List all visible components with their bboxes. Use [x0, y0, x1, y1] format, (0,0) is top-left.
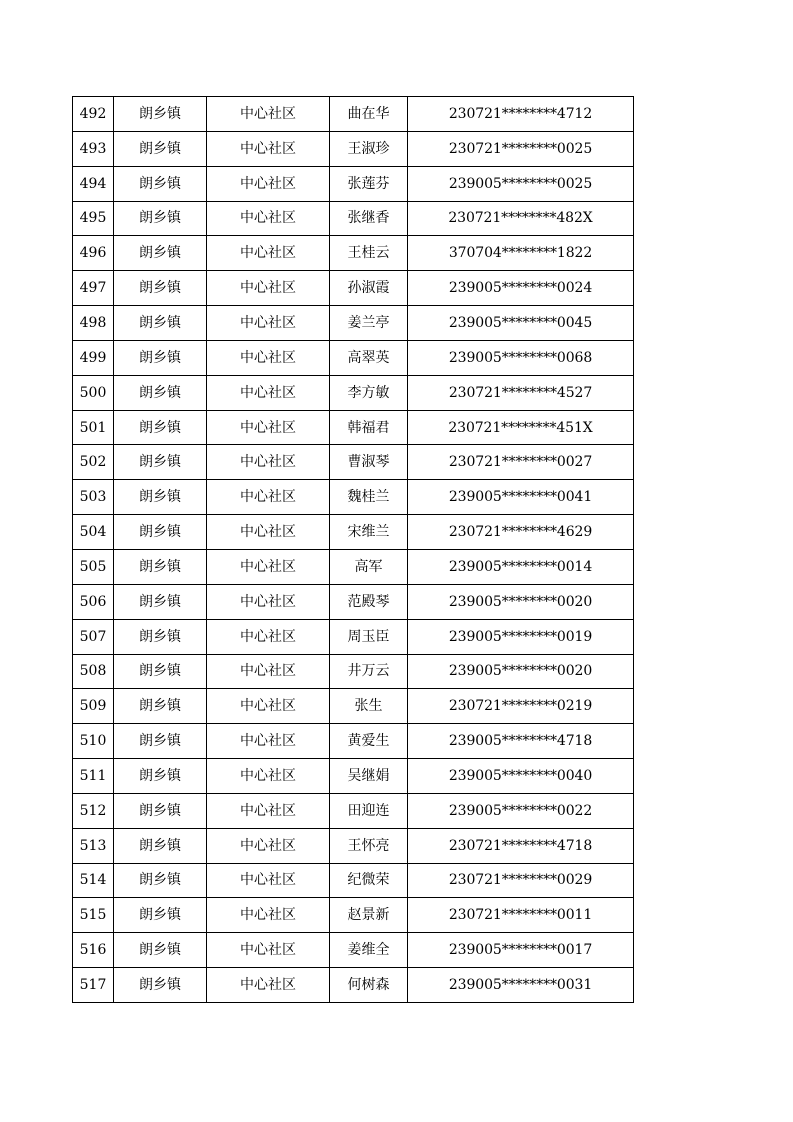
row-number-cell: 496	[73, 236, 114, 271]
community-cell: 中心社区	[207, 759, 330, 794]
community-cell: 中心社区	[207, 166, 330, 201]
person-name-cell: 黄爱生	[330, 724, 408, 759]
community-cell: 中心社区	[207, 933, 330, 968]
person-name-cell: 曲在华	[330, 97, 408, 132]
person-name-cell: 井万云	[330, 654, 408, 689]
town-cell: 朗乡镇	[114, 828, 207, 863]
community-cell: 中心社区	[207, 515, 330, 550]
table-row	[73, 201, 634, 236]
person-name-cell: 何树森	[330, 968, 408, 1003]
community-cell: 中心社区	[207, 375, 330, 410]
person-name-cell: 宋维兰	[330, 515, 408, 550]
row-number-cell: 500	[73, 375, 114, 410]
table-row	[73, 619, 634, 654]
community-cell: 中心社区	[207, 584, 330, 619]
roster-table-body	[73, 97, 634, 1003]
id-number-cell: 239005********0068	[408, 340, 634, 375]
row-number-cell: 504	[73, 515, 114, 550]
row-number-cell: 495	[73, 201, 114, 236]
town-cell: 朗乡镇	[114, 201, 207, 236]
community-cell: 中心社区	[207, 619, 330, 654]
community-cell: 中心社区	[207, 131, 330, 166]
community-cell: 中心社区	[207, 968, 330, 1003]
community-cell: 中心社区	[207, 828, 330, 863]
town-cell: 朗乡镇	[114, 375, 207, 410]
town-cell: 朗乡镇	[114, 306, 207, 341]
person-name-cell: 张继香	[330, 201, 408, 236]
community-cell: 中心社区	[207, 306, 330, 341]
person-name-cell: 范殿琴	[330, 584, 408, 619]
town-cell: 朗乡镇	[114, 933, 207, 968]
row-number-cell: 514	[73, 863, 114, 898]
row-number-cell: 498	[73, 306, 114, 341]
person-name-cell: 赵景新	[330, 898, 408, 933]
row-number-cell: 515	[73, 898, 114, 933]
town-cell: 朗乡镇	[114, 549, 207, 584]
person-name-cell: 纪微荣	[330, 863, 408, 898]
table-row	[73, 306, 634, 341]
community-cell: 中心社区	[207, 201, 330, 236]
table-row	[73, 968, 634, 1003]
community-cell: 中心社区	[207, 689, 330, 724]
town-cell: 朗乡镇	[114, 968, 207, 1003]
table-row	[73, 445, 634, 480]
row-number-cell: 509	[73, 689, 114, 724]
id-number-cell: 230721********0029	[408, 863, 634, 898]
row-number-cell: 511	[73, 759, 114, 794]
town-cell: 朗乡镇	[114, 445, 207, 480]
row-number-cell: 510	[73, 724, 114, 759]
person-name-cell: 王怀亮	[330, 828, 408, 863]
person-name-cell: 孙淑霞	[330, 271, 408, 306]
table-row	[73, 166, 634, 201]
table-row	[73, 236, 634, 271]
row-number-cell: 497	[73, 271, 114, 306]
table-row	[73, 654, 634, 689]
row-number-cell: 517	[73, 968, 114, 1003]
row-number-cell: 516	[73, 933, 114, 968]
table-row	[73, 793, 634, 828]
table-row	[73, 97, 634, 132]
person-name-cell: 王桂云	[330, 236, 408, 271]
person-name-cell: 高翠英	[330, 340, 408, 375]
town-cell: 朗乡镇	[114, 410, 207, 445]
table-row	[73, 480, 634, 515]
community-cell: 中心社区	[207, 271, 330, 306]
community-cell: 中心社区	[207, 236, 330, 271]
table-row	[73, 515, 634, 550]
town-cell: 朗乡镇	[114, 584, 207, 619]
person-name-cell: 姜维全	[330, 933, 408, 968]
table-row	[73, 340, 634, 375]
table-row	[73, 410, 634, 445]
table-row	[73, 131, 634, 166]
town-cell: 朗乡镇	[114, 271, 207, 306]
person-name-cell: 周玉臣	[330, 619, 408, 654]
town-cell: 朗乡镇	[114, 793, 207, 828]
row-number-cell: 499	[73, 340, 114, 375]
community-cell: 中心社区	[207, 445, 330, 480]
community-cell: 中心社区	[207, 793, 330, 828]
row-number-cell: 513	[73, 828, 114, 863]
row-number-cell: 507	[73, 619, 114, 654]
table-row	[73, 759, 634, 794]
community-cell: 中心社区	[207, 898, 330, 933]
person-name-cell: 李方敏	[330, 375, 408, 410]
table-row	[73, 863, 634, 898]
id-number-cell: 239005********0025	[408, 166, 634, 201]
town-cell: 朗乡镇	[114, 131, 207, 166]
town-cell: 朗乡镇	[114, 654, 207, 689]
town-cell: 朗乡镇	[114, 515, 207, 550]
town-cell: 朗乡镇	[114, 759, 207, 794]
table-row	[73, 375, 634, 410]
id-number-cell: 239005********0024	[408, 271, 634, 306]
person-name-cell: 吴继娟	[330, 759, 408, 794]
town-cell: 朗乡镇	[114, 619, 207, 654]
town-cell: 朗乡镇	[114, 97, 207, 132]
community-cell: 中心社区	[207, 97, 330, 132]
community-cell: 中心社区	[207, 340, 330, 375]
town-cell: 朗乡镇	[114, 863, 207, 898]
table-row	[73, 584, 634, 619]
community-cell: 中心社区	[207, 654, 330, 689]
community-cell: 中心社区	[207, 549, 330, 584]
table-row	[73, 549, 634, 584]
id-number-cell: 230721********451X	[408, 410, 634, 445]
person-name-cell: 姜兰亭	[330, 306, 408, 341]
id-number-cell: 239005********4718	[408, 724, 634, 759]
row-number-cell: 494	[73, 166, 114, 201]
id-number-cell: 239005********0022	[408, 793, 634, 828]
row-number-cell: 502	[73, 445, 114, 480]
community-cell: 中心社区	[207, 724, 330, 759]
row-number-cell: 512	[73, 793, 114, 828]
id-number-cell: 230721********4629	[408, 515, 634, 550]
person-name-cell: 张生	[330, 689, 408, 724]
person-name-cell: 张莲芬	[330, 166, 408, 201]
person-name-cell: 魏桂兰	[330, 480, 408, 515]
id-number-cell: 239005********0041	[408, 480, 634, 515]
id-number-cell: 239005********0040	[408, 759, 634, 794]
community-cell: 中心社区	[207, 410, 330, 445]
id-number-cell: 230721********4718	[408, 828, 634, 863]
id-number-cell: 239005********0031	[408, 968, 634, 1003]
id-number-cell: 230721********4527	[408, 375, 634, 410]
table-row	[73, 828, 634, 863]
id-number-cell: 239005********0017	[408, 933, 634, 968]
table-row	[73, 724, 634, 759]
table-row	[73, 898, 634, 933]
id-number-cell: 239005********0020	[408, 654, 634, 689]
id-number-cell: 230721********0219	[408, 689, 634, 724]
row-number-cell: 503	[73, 480, 114, 515]
town-cell: 朗乡镇	[114, 166, 207, 201]
id-number-cell: 230721********482X	[408, 201, 634, 236]
row-number-cell: 506	[73, 584, 114, 619]
town-cell: 朗乡镇	[114, 689, 207, 724]
town-cell: 朗乡镇	[114, 480, 207, 515]
person-name-cell: 高军	[330, 549, 408, 584]
community-cell: 中心社区	[207, 480, 330, 515]
roster-table	[72, 96, 634, 1003]
person-name-cell: 王淑珍	[330, 131, 408, 166]
person-name-cell: 曹淑琴	[330, 445, 408, 480]
table-row	[73, 689, 634, 724]
person-name-cell: 韩福君	[330, 410, 408, 445]
town-cell: 朗乡镇	[114, 898, 207, 933]
id-number-cell: 239005********0020	[408, 584, 634, 619]
row-number-cell: 492	[73, 97, 114, 132]
id-number-cell: 230721********0011	[408, 898, 634, 933]
row-number-cell: 493	[73, 131, 114, 166]
town-cell: 朗乡镇	[114, 724, 207, 759]
community-cell: 中心社区	[207, 863, 330, 898]
town-cell: 朗乡镇	[114, 340, 207, 375]
table-row	[73, 933, 634, 968]
town-cell: 朗乡镇	[114, 236, 207, 271]
row-number-cell: 501	[73, 410, 114, 445]
id-number-cell: 370704********1822	[408, 236, 634, 271]
row-number-cell: 505	[73, 549, 114, 584]
table-row	[73, 271, 634, 306]
id-number-cell: 230721********0025	[408, 131, 634, 166]
id-number-cell: 230721********4712	[408, 97, 634, 132]
person-name-cell: 田迎连	[330, 793, 408, 828]
id-number-cell: 230721********0027	[408, 445, 634, 480]
id-number-cell: 239005********0019	[408, 619, 634, 654]
id-number-cell: 239005********0014	[408, 549, 634, 584]
id-number-cell: 239005********0045	[408, 306, 634, 341]
row-number-cell: 508	[73, 654, 114, 689]
